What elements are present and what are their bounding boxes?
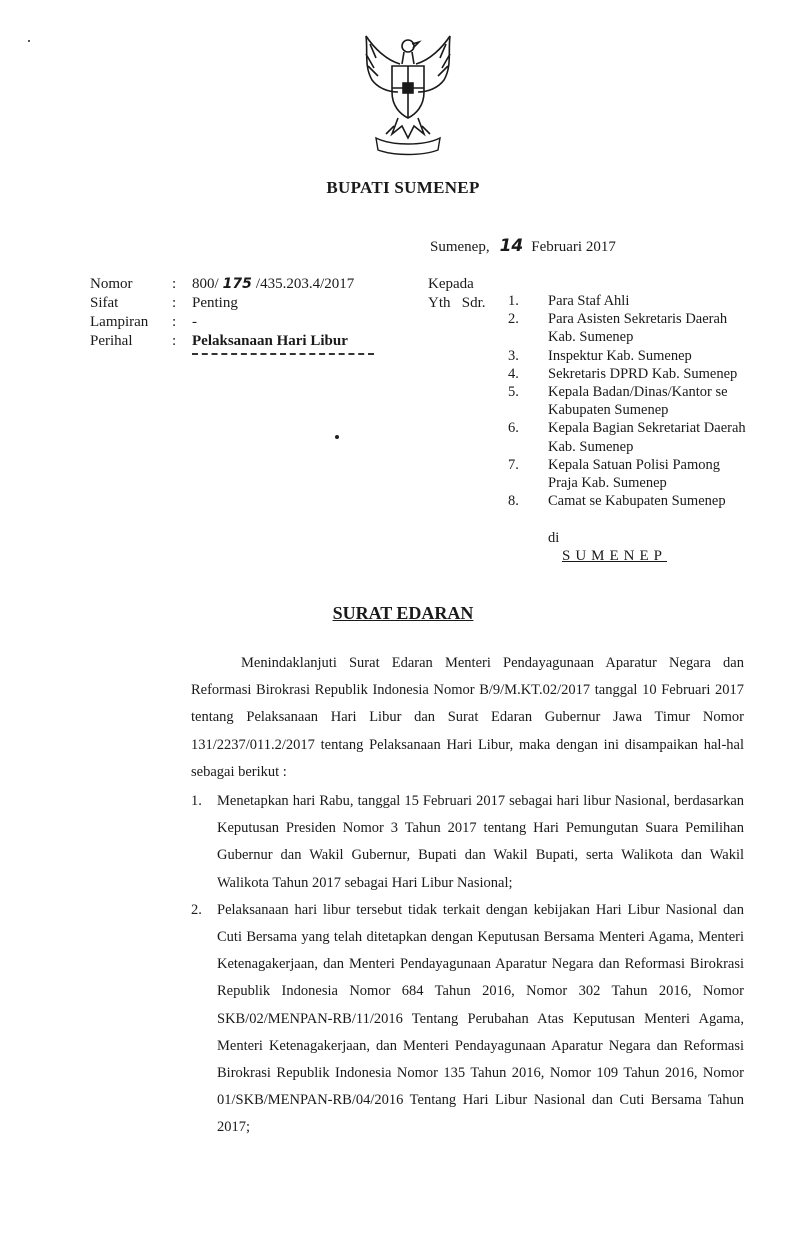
colon: : <box>172 314 177 330</box>
letter-meta <box>90 275 374 355</box>
meta-row-perihal <box>90 332 374 355</box>
letterhead-title: BUPATI SUMENEP <box>326 178 480 197</box>
meta-row-lampiran <box>90 313 374 332</box>
date-day-handwritten: 14 <box>499 236 524 256</box>
recipient-header <box>428 275 486 312</box>
colon: : <box>172 333 177 349</box>
point-text: Menetapkan hari Rabu, tanggal 15 Februari 2017 sebagai hari libur Nasional, berdasarkan Keputusan Presiden Nomor 3 Tahun 2017 tentang Hari Pemungutan Suara Pemilihan Gubernur dan Wakil Gubernur, Bupati dan Wakil Bupati, serta Walikota dan Wakil Walikota Tahun 2017 sebagai Hari Libur Nasional; <box>217 793 744 891</box>
point-number: 2. <box>191 901 202 918</box>
nomor-suffix: /435.203.4/2017 <box>255 276 355 292</box>
recipient-text: Kepala Satuan Polisi Pamong Praja Kab. Sumenep <box>548 456 720 492</box>
nomor-prefix: 800/ <box>192 276 219 292</box>
recipient-item <box>508 419 753 455</box>
colon: : <box>172 276 177 292</box>
recipient-number: 4. <box>508 365 519 382</box>
recipient-text: Camat se Kabupaten Sumenep <box>548 493 726 510</box>
recipient-item <box>508 383 753 419</box>
recipient-text: Para Asisten Sekretaris Daerah Kab. Sumenep <box>548 311 728 346</box>
nomor-handwritten: 175 <box>222 276 252 292</box>
points-list <box>191 788 744 1142</box>
heading-text: SURAT EDARAN <box>332 603 474 623</box>
meta-row-nomor <box>90 275 374 294</box>
point-item <box>191 897 744 1142</box>
recipient-item <box>508 492 753 510</box>
document-body <box>191 650 744 1142</box>
date-place: Sumenep, <box>430 239 490 255</box>
lampiran-value: - <box>192 314 197 330</box>
dateline <box>430 236 616 256</box>
recipient-item <box>508 456 753 492</box>
recipient-number: 6. <box>508 420 519 437</box>
document-heading <box>0 603 806 624</box>
recipient-number: 2. <box>508 311 519 328</box>
recipient-item <box>508 365 753 383</box>
recipient-number: 8. <box>508 493 519 510</box>
nomor-value <box>192 275 354 294</box>
point-number: 1. <box>191 793 202 810</box>
kepada-label: Kepada <box>428 276 474 292</box>
scan-dot <box>335 435 339 439</box>
sifat-label: Sifat <box>90 295 119 311</box>
recipient-number: 1. <box>508 293 519 309</box>
recipient-text: Kepala Badan/Dinas/Kantor se Kabupaten Sumenep <box>548 384 728 419</box>
perihal-label: Perihal <box>90 333 133 349</box>
point-item <box>191 788 744 897</box>
point-text: Pelaksanaan hari libur tersebut tidak terkait dengan kebijakan Hari Libur Nasional dan Cuti Bersama yang telah ditetapkan dengan Keputusan Bersama Menteri Agama, Menteri Ketenagakerjaan, dan Menteri Pendayagunaan Aparatur Negara dan Reformasi Birokrasi Republik Indonesia Nomor 684 Tahun 2016, Nomor 302 Tahun 2016, Nomor SKB/02/MENPAN-RB/11/2016 Tentang Perubahan Atas Keputusan Menteri Agama, Menteri Ketenagakerjaan, dan Menteri Pendayagunaan Aparatur Negara dan Reformasi Birokrasi Republik Indonesia Nomor 135 Tahun 2016, Nomor 109 Tahun 2016, Nomor 01/SKB/MENPAN-RB/04/2016 Tentang Hari Libur Nasional dan Cuti Bersama Tahun 2017; <box>217 901 744 1136</box>
recipient-item <box>508 292 753 310</box>
nomor-label: Nomor <box>90 276 133 292</box>
recipient-number: 3. <box>508 347 519 364</box>
di-label: di <box>548 530 560 546</box>
recipient-text: Sekretaris DPRD Kab. Sumenep <box>548 365 738 382</box>
recipient-item <box>508 347 753 365</box>
colon: : <box>172 295 177 311</box>
yth-label: Yth Sdr. <box>428 294 486 311</box>
recipient-city: SUMENEP <box>562 548 668 564</box>
garuda-emblem-icon <box>352 30 464 156</box>
recipient-text: Para Staf Ahli <box>548 293 630 309</box>
intro-paragraph: Menindaklanjuti Surat Edaran Menteri Pendayagunaan Aparatur Negara dan Reformasi Birokrasi Republik Indonesia Nomor B/9/M.KT.02/2017 tanggal 10 Februari 2017 tentang Pelaksanaan Hari Libur dan Surat Edaran Gubernur Jawa Timur Nomor 131/2237/011.2/2017 tentang Pelaksanaan Hari Libur, maka dengan ini disampaikan hal-hal sebagai berikut : <box>191 655 744 780</box>
date-month-year: Februari 2017 <box>531 239 616 255</box>
recipient-text: Kepala Bagian Sekretariat Daerah Kab. Sumenep <box>548 420 746 455</box>
perihal-value: Pelaksanaan Hari Libur <box>192 332 374 355</box>
sifat-value: Penting <box>192 295 238 311</box>
recipient-text: Inspektur Kab. Sumenep <box>548 347 692 364</box>
meta-row-sifat <box>90 294 374 313</box>
recipient-item <box>508 310 753 346</box>
recipient-number: 7. <box>508 456 519 473</box>
recipient-number: 5. <box>508 384 519 401</box>
lampiran-label: Lampiran <box>90 314 149 330</box>
scan-speck <box>28 40 30 42</box>
recipient-list <box>508 292 753 510</box>
